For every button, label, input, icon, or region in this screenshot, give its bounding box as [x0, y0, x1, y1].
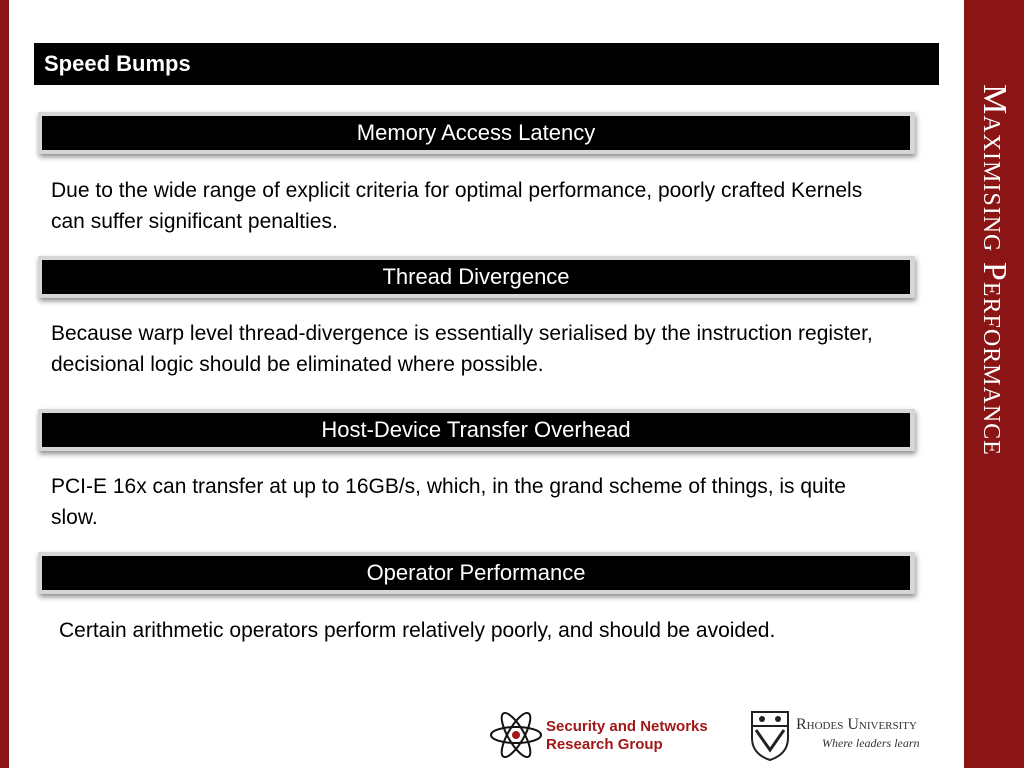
section-body-memory-access-latency: Due to the wide range of explicit criteria for optimal performance, poorly crafted Kernels can suffer significant penalties.	[51, 179, 863, 233]
section-header-label: Thread Divergence	[42, 260, 910, 294]
rhodes-university-logo	[748, 708, 948, 763]
section-header-host-device-transfer	[38, 409, 915, 451]
section-header-label: Operator Performance	[42, 556, 910, 590]
snrg-name: Security and Networks Research Group	[546, 718, 708, 753]
section-body-host-device-transfer: PCI-E 16x can transfer at up to 16GB/s, which, in the grand scheme of things, is quite slow.	[51, 475, 846, 529]
section-body-thread-divergence: Because warp level thread-divergence is essentially serialised by the instruction register, decisional logic should be eliminated where possible.	[51, 322, 873, 376]
side-title: Maximising Performance	[976, 84, 1013, 456]
left-accent-bar	[0, 0, 9, 768]
section-header-label: Memory Access Latency	[42, 116, 910, 150]
rhodes-university-name: Rhodes University	[796, 716, 917, 733]
rhodes-university-tagline: Where leaders learn	[822, 736, 920, 750]
snrg-logo	[488, 710, 738, 760]
section-header-memory-access-latency	[38, 112, 915, 154]
section-header-thread-divergence	[38, 256, 915, 298]
atom-icon	[488, 710, 544, 760]
slide-title: Speed Bumps	[34, 43, 939, 85]
section-body-operator-performance: Certain arithmetic operators perform relatively poorly, and should be avoided.	[59, 619, 776, 642]
crest-icon	[750, 710, 790, 762]
section-header-label: Host-Device Transfer Overhead	[42, 413, 910, 447]
section-header-operator-performance	[38, 552, 915, 594]
